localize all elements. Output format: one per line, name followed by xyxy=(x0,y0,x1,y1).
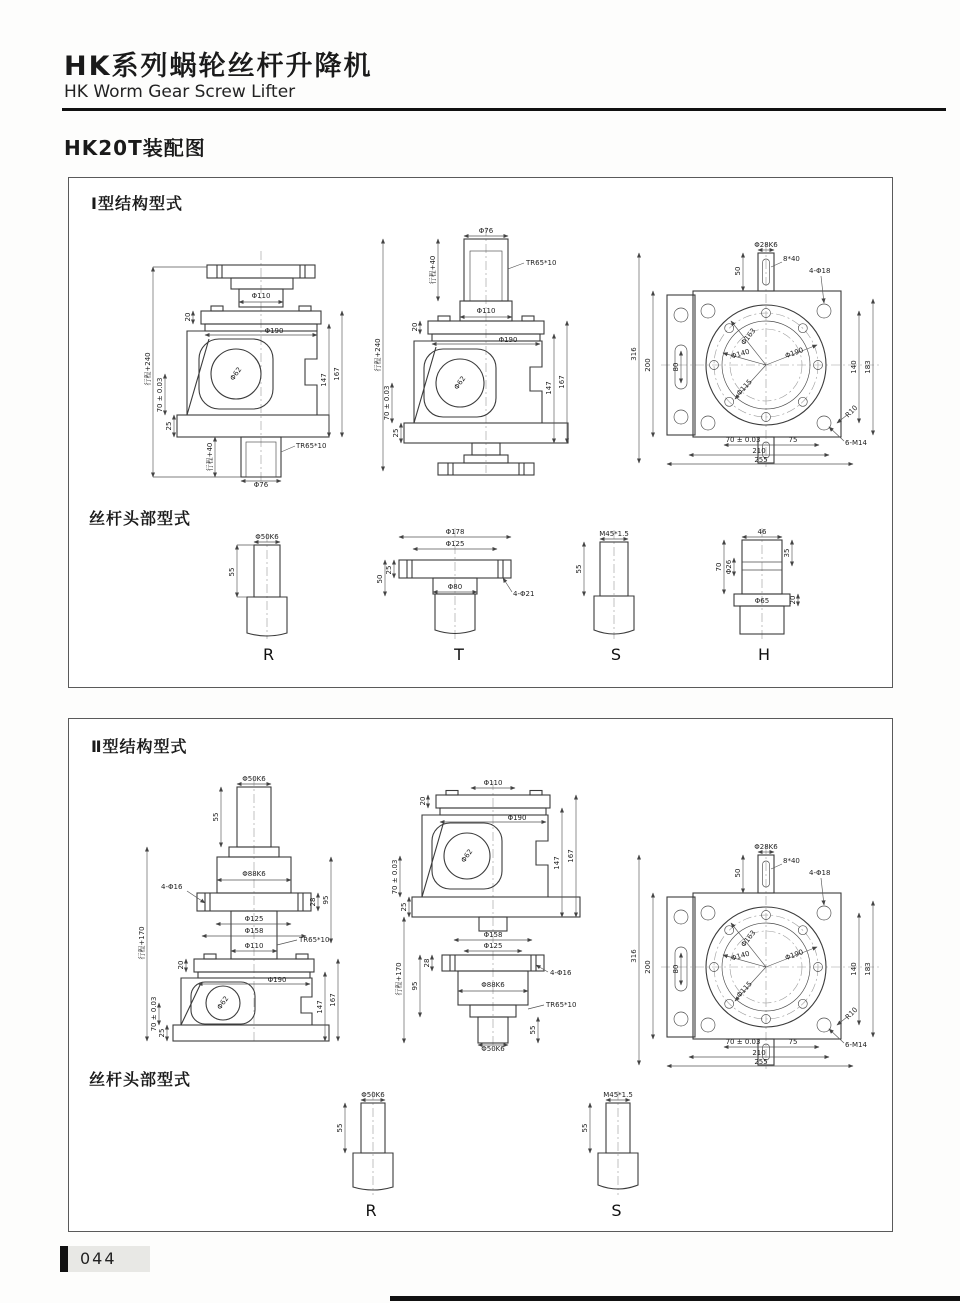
type2-side-view-screw-down xyxy=(386,779,606,1051)
head-s-drawing xyxy=(566,528,666,641)
dim-20: 20 xyxy=(411,322,419,332)
head2-type-s xyxy=(574,1089,659,1220)
type1-top-view xyxy=(631,239,891,469)
dim-stroke-total: 行程+240 xyxy=(374,338,382,372)
dim-m45: M45*1.5 xyxy=(599,530,629,538)
dim-88k6: Φ88K6 xyxy=(242,870,266,878)
page-bottom-edge xyxy=(390,1296,960,1301)
footer-bar xyxy=(60,1246,68,1272)
dim-50k6: Φ50K6 xyxy=(481,1045,505,1053)
dim-167: 167 xyxy=(558,375,566,389)
dim-80: 80 xyxy=(672,362,680,372)
dim-65: Φ65 xyxy=(754,597,770,605)
dim-110: Φ110 xyxy=(483,779,503,787)
dim-163: Φ163 xyxy=(739,928,758,949)
dim-m45: M45*1.5 xyxy=(603,1091,633,1099)
dimensions xyxy=(391,779,576,1053)
dim-76: Φ76 xyxy=(478,227,494,235)
dim-55: 55 xyxy=(228,567,236,577)
dim-190: Φ190 xyxy=(498,336,518,344)
dim-200: 200 xyxy=(644,960,652,974)
dim-70: 70 ± 0.03 xyxy=(150,996,158,1032)
dim-r10: R10 xyxy=(843,403,860,420)
dim-50k6: Φ50K6 xyxy=(361,1091,385,1099)
dim-183: 183 xyxy=(864,962,872,976)
dim-70: 70 ± 0.03 xyxy=(383,385,391,421)
dim-80: Φ80 xyxy=(447,583,463,591)
dim-140c: Φ140 xyxy=(730,347,751,361)
type2-panel xyxy=(68,718,893,1232)
dim-125: Φ125 xyxy=(483,942,503,950)
dim-55: 55 xyxy=(581,1123,589,1133)
dim-thread: TR65*10 xyxy=(546,1001,577,1009)
dim-28k6: Φ28K6 xyxy=(754,241,778,249)
dim-110: Φ110 xyxy=(251,292,271,300)
dim-25: 25 xyxy=(400,902,408,912)
dim-holes: 4-Φ16 xyxy=(161,883,183,891)
head2-r-drawing xyxy=(331,1089,411,1197)
dim-stroke-total: 行程+240 xyxy=(144,352,152,386)
dim-stroke-screw: 行程+40 xyxy=(429,255,437,285)
dim-255: 255 xyxy=(754,456,768,464)
dim-115: Φ115 xyxy=(735,377,754,398)
page-number: 044 xyxy=(80,1249,117,1268)
dim-key: 8*40 xyxy=(783,857,800,865)
dim-holes: 4-Φ16 xyxy=(550,969,572,977)
housing-outline xyxy=(667,855,841,1065)
head-t-label: T xyxy=(454,645,464,664)
dim-50: 50 xyxy=(734,868,742,878)
dim-316: 316 xyxy=(630,347,638,361)
dim-190: Φ190 xyxy=(507,814,527,822)
head2-type-r xyxy=(331,1089,411,1220)
dim-55: 55 xyxy=(212,812,220,822)
dim-50: 50 xyxy=(734,266,742,276)
dim-147: 147 xyxy=(545,381,553,395)
page-title-en: HK Worm Gear Screw Lifter xyxy=(64,82,296,102)
dim-key: 8*40 xyxy=(783,255,800,263)
type2-section-title: Ⅱ型结构型式 xyxy=(91,737,188,756)
housing-outline xyxy=(173,787,329,1041)
dim-46: 46 xyxy=(757,528,767,536)
dim-20: 20 xyxy=(789,595,797,605)
head-type-s xyxy=(566,528,666,664)
dim-50k6: Φ50K6 xyxy=(255,533,279,541)
dim-20: 20 xyxy=(419,796,427,806)
dim-stroke-screw: 行程+40 xyxy=(206,442,214,472)
dim-210: 210 xyxy=(752,1049,766,1057)
type2-top-view xyxy=(631,841,891,1071)
dim-95: 95 xyxy=(411,981,419,991)
dim-147: 147 xyxy=(553,856,561,870)
dim-75: 75 xyxy=(788,1038,798,1046)
dim-stroke: 行程+170 xyxy=(395,962,403,996)
dim-m14: 6-M14 xyxy=(845,1041,867,1049)
head-s-label: S xyxy=(610,645,622,664)
dim-70: 70 ± 0.03 xyxy=(156,377,164,413)
dim-76: Φ76 xyxy=(253,481,269,489)
dim-167: 167 xyxy=(333,367,341,381)
dim-70: 70 ± 0.03 xyxy=(725,1038,761,1046)
dim-140: 140 xyxy=(850,360,858,374)
dim-178: Φ178 xyxy=(445,528,465,536)
head-type-h xyxy=(704,526,824,664)
dim-20: 20 xyxy=(184,312,192,322)
dim-25: 25 xyxy=(385,565,393,575)
dim-corner-holes: 4-Φ18 xyxy=(809,869,831,877)
dim-28: 28 xyxy=(309,897,317,907)
dim-70: 70 xyxy=(715,562,723,572)
dim-125: Φ125 xyxy=(244,915,264,923)
dim-88k6: Φ88K6 xyxy=(481,981,505,989)
dim-m14: 6-M14 xyxy=(845,439,867,447)
head-r-drawing xyxy=(211,531,326,641)
dim-thread: TR65*10 xyxy=(296,442,327,450)
dim-158: Φ158 xyxy=(483,931,503,939)
housing-outline xyxy=(667,253,841,463)
dim-thread: TR65*10 xyxy=(299,936,330,944)
dim-70: 70 ± 0.03 xyxy=(725,436,761,444)
dim-140: 140 xyxy=(850,962,858,976)
dim-62: Φ62 xyxy=(215,994,231,1012)
dim-163: Φ163 xyxy=(739,326,758,347)
dim-125: Φ125 xyxy=(445,540,465,548)
dim-167: 167 xyxy=(567,849,575,863)
dim-25: 25 xyxy=(392,428,400,438)
dim-62: Φ62 xyxy=(452,374,468,392)
dim-190: Φ190 xyxy=(264,327,284,335)
dim-62: Φ62 xyxy=(459,847,475,865)
head2-s-drawing xyxy=(574,1089,659,1197)
dim-62: Φ62 xyxy=(228,365,244,383)
type2-side-view-screw-up xyxy=(139,773,364,1045)
dim-55: 55 xyxy=(575,564,583,574)
dim-115: Φ115 xyxy=(735,979,754,1000)
head2-r-label: R xyxy=(365,1201,377,1220)
head-h-drawing xyxy=(704,526,824,641)
dim-thread: TR65*10 xyxy=(526,259,557,267)
dim-70: 70 ± 0.03 xyxy=(391,859,399,895)
type1-panel xyxy=(68,177,893,688)
dim-75: 75 xyxy=(788,436,798,444)
dim-20: 20 xyxy=(177,960,185,970)
dim-corner-holes: 4-Φ18 xyxy=(809,267,831,275)
dim-28k6: Φ28K6 xyxy=(754,843,778,851)
assembly-title: HK20T装配图 xyxy=(64,136,206,160)
type1-section-title: Ⅰ型结构型式 xyxy=(91,194,183,213)
dim-holes: 4-Φ21 xyxy=(513,590,535,598)
head-type-t xyxy=(376,526,539,664)
head-t-drawing xyxy=(376,526,539,641)
dim-167: 167 xyxy=(329,993,337,1007)
dim-28: 28 xyxy=(423,958,431,968)
dim-147: 147 xyxy=(316,1000,324,1014)
dim-25: 25 xyxy=(165,421,173,431)
dim-50: 50 xyxy=(376,574,384,584)
dim-147: 147 xyxy=(320,373,328,387)
dim-35: 35 xyxy=(783,548,791,558)
dim-140c: Φ140 xyxy=(730,949,751,963)
head-h-label: H xyxy=(757,645,771,664)
dimensions xyxy=(143,267,342,489)
head-type-r xyxy=(211,531,326,664)
dim-95: 95 xyxy=(322,895,330,905)
dim-110: Φ110 xyxy=(476,307,496,315)
dim-50k6: Φ50K6 xyxy=(242,775,266,783)
dim-80: 80 xyxy=(672,964,680,974)
dim-200: 200 xyxy=(644,358,652,372)
dim-190c: Φ190 xyxy=(784,346,805,361)
dim-183: 183 xyxy=(864,360,872,374)
dim-stroke: 行程+170 xyxy=(138,926,146,960)
dim-210: 210 xyxy=(752,447,766,455)
page-title-zh: HK系列蜗轮丝杆升降机 xyxy=(64,51,373,82)
dim-255: 255 xyxy=(754,1058,768,1066)
dim-55: 55 xyxy=(529,1025,537,1035)
dim-190c: Φ190 xyxy=(784,948,805,963)
type2-heads-title: 丝杆头部型式 xyxy=(89,1070,192,1089)
dim-158: Φ158 xyxy=(244,927,264,935)
type1-side-view-screw-down xyxy=(143,247,363,487)
dim-r10: R10 xyxy=(843,1005,860,1022)
head-r-label: R xyxy=(262,645,275,664)
dim-55: 55 xyxy=(336,1123,344,1133)
type1-side-view-screw-up xyxy=(376,225,594,475)
type1-heads-title: 丝杆头部型式 xyxy=(89,509,192,528)
header-rule xyxy=(62,108,946,111)
dim-25: 25 xyxy=(158,1028,166,1038)
dim-110: Φ110 xyxy=(244,942,264,950)
dim-190: Φ190 xyxy=(267,976,287,984)
dim-26: Φ26 xyxy=(725,559,733,575)
dim-316: 316 xyxy=(630,949,638,963)
head2-s-label: S xyxy=(611,1201,622,1220)
